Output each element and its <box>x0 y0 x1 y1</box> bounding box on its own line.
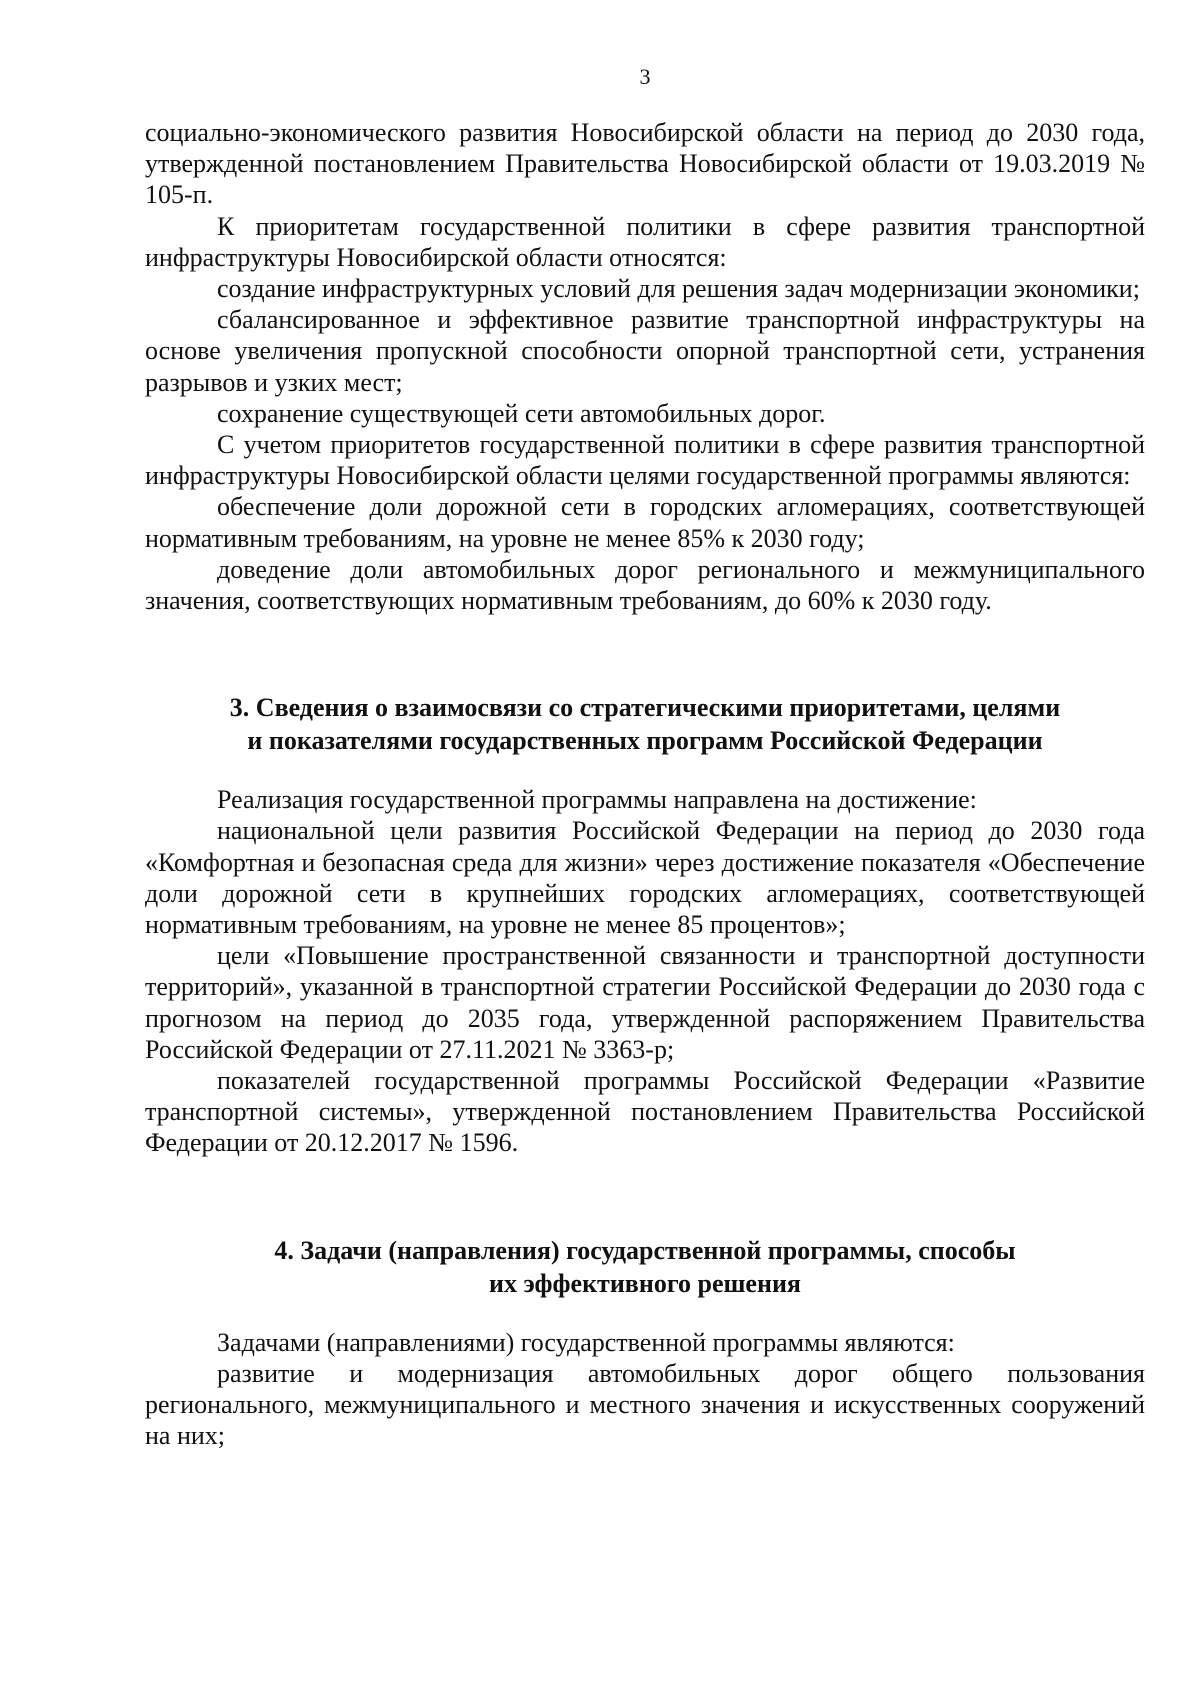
intro-paragraph: сохранение существующей сети автомобильных дорог. <box>217 398 826 428</box>
section-4-heading-line: их эффективного решения <box>488 1268 801 1298</box>
section-3-paragraph: показателей государственной программы Российской Федерации «Развитие транспортной системы», утвержденной постановлением Правительства Российской Федерации от 20.12.2017 № 1596. <box>145 1066 1145 1158</box>
section-4-heading-line: 4. Задачи (направления) государственной программы, способы <box>274 1235 1016 1265</box>
intro-paragraph: создание инфраструктурных условий для решения задач модернизации экономики; <box>217 274 1140 304</box>
section-3-heading <box>145 691 1145 757</box>
section-4-paragraph: развитие и модернизация автомобильных дорог общего пользования регионального, межмуниципального и местного значения и искусственных сооружений на них; <box>145 1358 1145 1451</box>
section-3-paragraph: национальной цели развития Российской Федерации на период до 2030 года «Комфортная и безопасная среда для жизни» через достижение показателя «Обеспечение доли дорожной сети в крупнейших городских агломерациях, соответствующей нормативным требованиям, на уровне не менее 85 процентов»; <box>145 816 1145 940</box>
intro-paragraph-continuation: социально-экономического развития Новосибирской области на период до 2030 года, утвержденной постановлением Правительства Новосибирской области от 19.03.2019 № 105-п. <box>145 118 1145 210</box>
intro-paragraph: доведение доли автомобильных дорог регионального и межмуниципального значения, соответствующих нормативным требованиям, до 60% к 2030 году. <box>145 554 1145 616</box>
document-page <box>145 64 1145 1452</box>
section-3-paragraph: Реализация государственной программы направлена на достижение: <box>217 785 977 815</box>
intro-paragraph: обеспечение доли дорожной сети в городских агломерациях, соответствующей нормативным требованиям, на уровне не менее 85% к 2030 году; <box>145 492 1145 553</box>
section-3-heading-line: и показателями государственных программ Российской Федерации <box>247 726 1043 756</box>
section-3-paragraph: цели «Повышение пространственной связанности и транспортной доступности территорий», указанной в транспортной стратегии Российской Федерации до 2030 года с прогнозом на период до 2035 года, утвержденной распоряжением Правительства Российской Федерации от 27.11.2021 № 3363-р; <box>145 941 1145 1064</box>
page-number: 3 <box>639 64 651 89</box>
section-4-paragraph: Задачами (направлениями) государственной программы являются: <box>217 1327 955 1357</box>
section-3-heading-line: 3. Сведения о взаимосвязи со стратегическими приоритетами, целями <box>229 693 1061 723</box>
section-4-heading <box>145 1234 1145 1300</box>
intro-paragraph: С учетом приоритетов государственной политики в сфере развития транспортной инфраструктуры Новосибирской области целями государственной программы являются: <box>145 430 1145 491</box>
intro-paragraph: К приоритетам государственной политики в сфере развития транспортной инфраструктуры Новосибирской области относятся: <box>145 211 1145 272</box>
intro-paragraph: сбалансированное и эффективное развитие транспортной инфраструктуры на основе увеличения пропускной способности опорной транспортной сети, устранения разрывов и узких мест; <box>145 305 1145 397</box>
